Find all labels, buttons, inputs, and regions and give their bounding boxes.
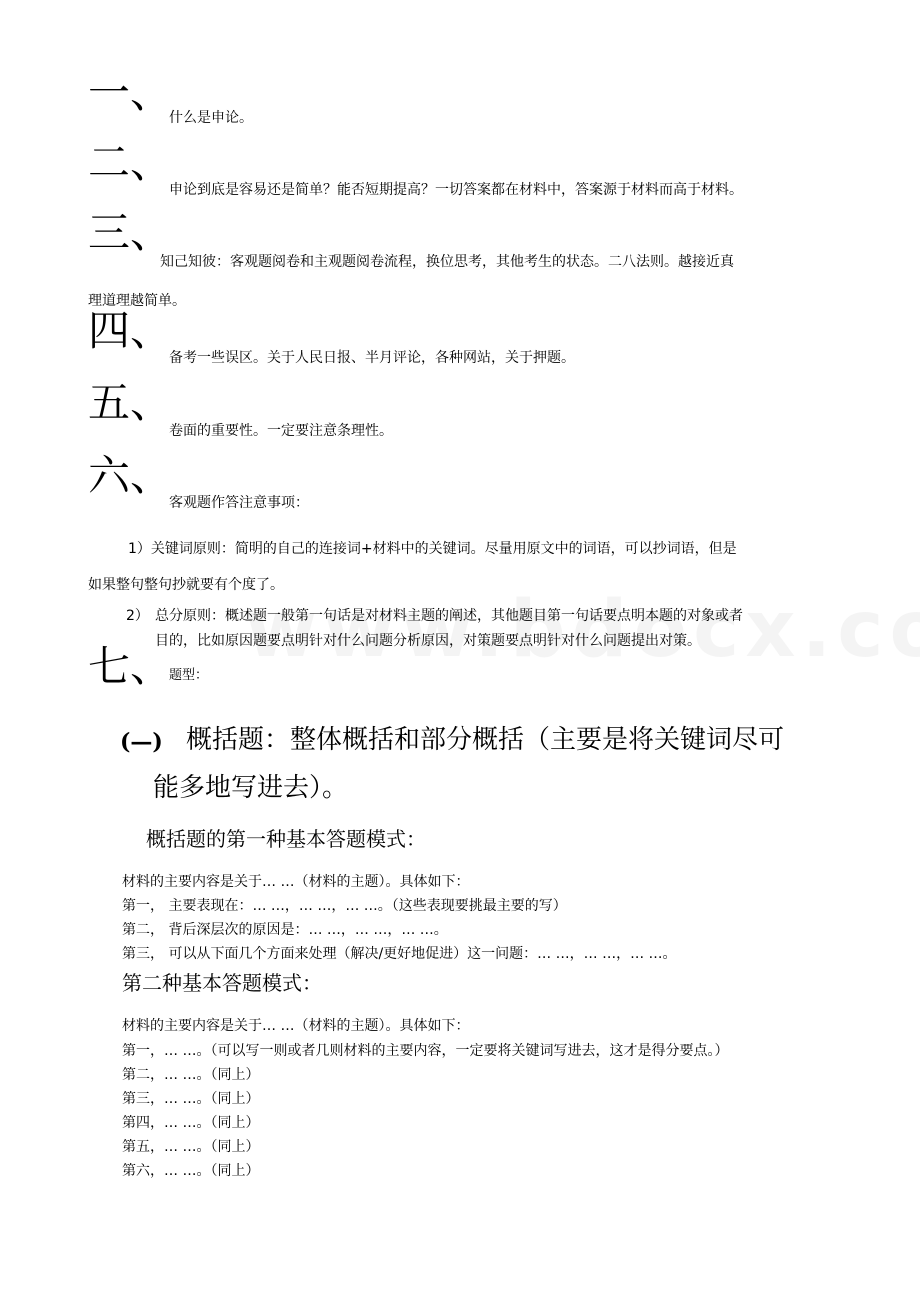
- section-text-7: 题型：: [169, 668, 209, 683]
- section-number-7: 七、: [88, 642, 173, 691]
- mode-2-line-1: 材料的主要内容是关于… …（材料的主题）。具体如下：: [122, 1018, 470, 1034]
- point-1-line-1: 1）关键词原则：简明的自己的连接词+材料中的关键词。尽量用原文中的词语，可以抄词语，但是: [128, 541, 737, 557]
- mode-2-line-4: 第三，… …。（同上）: [122, 1091, 260, 1107]
- section-number-2: 二、: [88, 138, 173, 187]
- heading-1-number: (—): [120, 729, 163, 755]
- mode-1-line-2: 第一， 主要表现在：… …，… …，… …。（这些表现要挑最主要的写）: [122, 898, 567, 914]
- mode-1-line-4: 第三， 可以从下面几个方面来处理（解决/更好地促进）这一问题：… …，… …，… …。: [122, 946, 677, 962]
- mode-1-title: 概括题的第一种基本答题模式：: [146, 827, 426, 851]
- mode-2-line-7: 第六，… …。（同上）: [122, 1163, 260, 1179]
- section-text-1: 什么是申论。: [169, 110, 253, 126]
- heading-1-line-1: 概括题：整体概括和部分概括（主要是将关键词尽可: [186, 725, 785, 755]
- section-text-5: 卷面的重要性。一定要注意条理性。: [169, 423, 393, 439]
- watermark: [245, 585, 920, 675]
- mode-2-line-2: 第一，… …。（可以写一则或者几则材料的主要内容，一定要将关键词写进去，这才是得分要点。）: [122, 1043, 729, 1059]
- section-number-3: 三、: [88, 208, 173, 257]
- mode-2-line-5: 第四，… …。（同上）: [122, 1115, 260, 1131]
- section-number-6: 六、: [88, 451, 173, 500]
- section-number-1: 一、: [88, 68, 173, 117]
- mode-1-line-3: 第二， 背后深层次的原因是：… …，… …，… …。: [122, 922, 448, 938]
- point-2-line-2: 目的，比如原因题要点明针对什么问题分析原因，对策题要点明针对什么问题提出对策。: [155, 633, 701, 649]
- section-text-6: 客观题作答注意事项：: [169, 495, 309, 511]
- mode-1-line-1: 材料的主要内容是关于… …（材料的主题）。具体如下：: [122, 874, 470, 890]
- mode-2-title: 第二种基本答题模式：: [122, 971, 322, 995]
- point-2-number: 2）: [126, 608, 149, 624]
- heading-1-line-2: 能多地写进去）。: [153, 773, 349, 803]
- mode-2-line-6: 第五，… …。（同上）: [122, 1139, 260, 1155]
- section-number-5: 五、: [88, 378, 173, 427]
- section-text-3: 知己知彼：客观题阅卷和主观题阅卷流程，换位思考，其他考生的状态。二八法则。越接近真: [160, 254, 734, 270]
- point-1-line-2: 如果整句整句抄就要有个度了。: [88, 577, 284, 593]
- section-text-4: 备考一些误区。关于人民日报、半月评论，各种网站，关于押题。: [169, 350, 575, 366]
- point-2-line-1: 总分原则：概述题一般第一句话是对材料主题的阐述，其他题目第一句话要点明本题的对象或者: [155, 608, 743, 624]
- section-text-2: 申论到底是容易还是简单？能否短期提高？一切答案都在材料中，答案源于材料而高于材料。: [169, 182, 743, 198]
- section-number-4: 四、: [88, 306, 173, 355]
- section-text-3-cont: 理道理越简单。: [88, 293, 186, 309]
- mode-2-line-3: 第二，… …。（同上）: [122, 1067, 260, 1083]
